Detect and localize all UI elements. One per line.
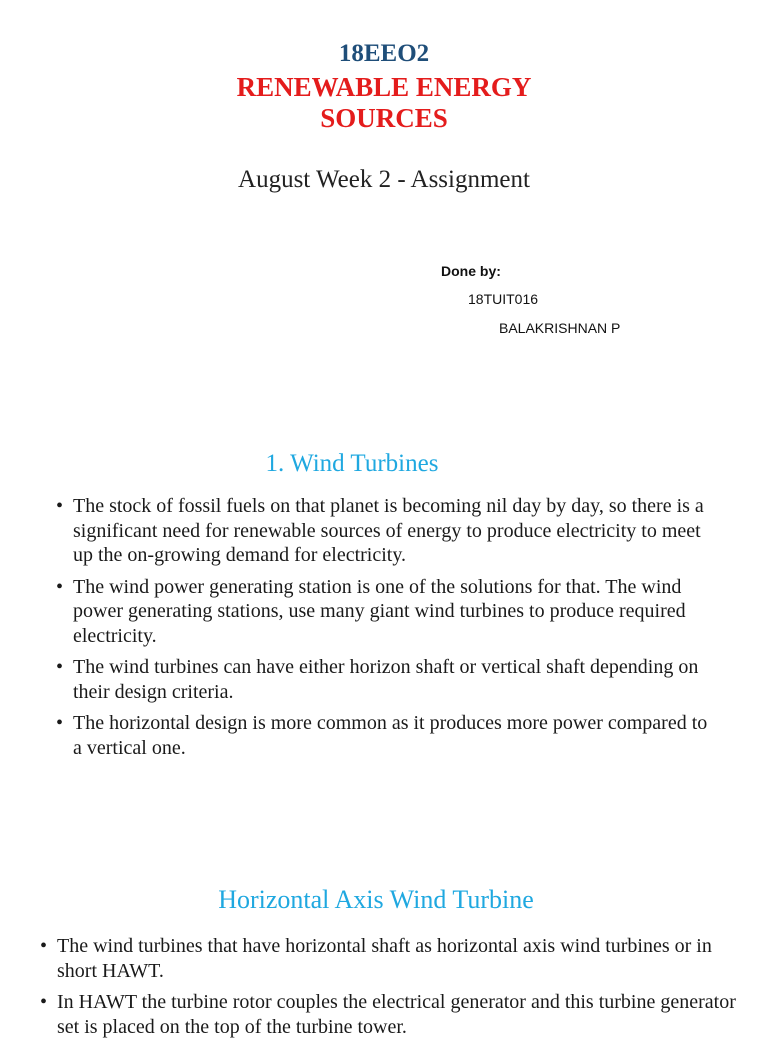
author-name: BALAKRISHNAN P xyxy=(499,320,621,336)
document-title-line-1: RENEWABLE ENERGY xyxy=(236,72,532,102)
list-item xyxy=(40,934,740,983)
list-item-text: The wind turbines can have either horizon shaft or vertical shaft depending on their design criteria. xyxy=(73,656,699,703)
bullet-icon: • xyxy=(56,656,64,678)
list-item xyxy=(56,711,716,760)
wind-turbines-bullet-list xyxy=(56,494,716,767)
done-by-label: Done by: xyxy=(441,263,501,279)
list-item xyxy=(56,575,716,649)
assignment-subtitle: August Week 2 - Assignment xyxy=(238,166,530,193)
list-item xyxy=(56,494,716,568)
list-item-text: The horizontal design is more common as it produces more power compared to a vertical one. xyxy=(73,712,708,759)
bullet-icon: • xyxy=(40,991,48,1013)
list-item xyxy=(40,990,740,1039)
document-title-line-2: SOURCES xyxy=(320,103,448,133)
course-code: 18EEO2 xyxy=(338,40,430,67)
bullet-icon: • xyxy=(56,495,64,517)
list-item-text: In HAWT the turbine rotor couples the electrical generator and this turbine generator set is placed on the top of the turbine tower. xyxy=(57,991,736,1038)
list-item-text: The wind turbines that have horizontal shaft as horizontal axis wind turbines or in short HAWT. xyxy=(57,935,712,982)
author-id: 18TUIT016 xyxy=(468,291,539,307)
bullet-icon: • xyxy=(40,935,48,957)
section-heading-horizontal-axis: Horizontal Axis Wind Turbine xyxy=(218,885,534,914)
bullet-icon: • xyxy=(56,575,64,598)
bullet-icon: • xyxy=(56,712,64,734)
list-item xyxy=(56,655,716,704)
section-heading-wind-turbines: 1. Wind Turbines xyxy=(265,450,439,477)
list-item-text: The wind power generating station is one of the solutions for that. The wind power generating stations, use many giant wind turbines to produce required electricity. xyxy=(73,575,686,647)
hawt-bullet-list xyxy=(40,934,740,1046)
list-item-text: The stock of fossil fuels on that planet is becoming nil day by day, so there is a significant need for renewable sources of energy to produce electricity to meet up the on-growing demand for electricity. xyxy=(73,495,704,566)
